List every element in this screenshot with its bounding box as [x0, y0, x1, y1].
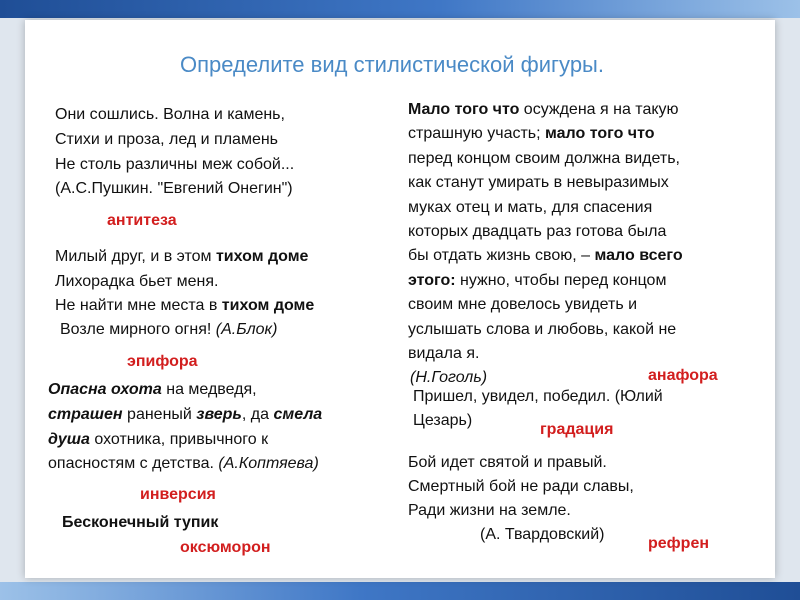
gogol-line-1: Мало того что осуждена я на такую: [408, 101, 679, 118]
answer-antiteza: антитеза: [107, 212, 177, 229]
gogol-line-4: как станут умирать в невыразимых: [408, 174, 669, 191]
caesar-line-2: Цезарь): [413, 412, 473, 429]
answer-epifora: эпифора: [127, 353, 198, 370]
answer-gradatsiya: градация: [540, 421, 614, 438]
gogol-author: (Н.Гоголь): [410, 369, 488, 386]
pushkin-line-4: (А.С.Пушкин. "Евгений Онегин"): [55, 180, 293, 197]
top-decor-stripe: [0, 0, 800, 18]
blok-line-4: Возле мирного огня! (А.Блок): [60, 321, 278, 338]
answer-refren: рефрен: [648, 535, 710, 552]
pushkin-line-1: Они сошлись. Волна и камень,: [55, 106, 285, 123]
gogol-line-7: бы отдать жизнь свою, – мало всего: [408, 247, 683, 264]
bottom-decor-stripe: [0, 582, 800, 600]
caesar-line-1: Пришел, увидел, победил. (Юлий: [413, 388, 663, 405]
blok-line-3: Не найти мне места в тихом доме: [55, 297, 315, 314]
gogol-line-3: перед концом своим должна видеть,: [408, 150, 680, 167]
koptyaeva-line-3: душа охотника, привычного к: [48, 431, 269, 448]
slide-title: Определите вид стилистической фигуры.: [180, 52, 604, 77]
answer-oksyumoron: оксюморон: [180, 539, 271, 556]
blok-line-1: Милый друг, и в этом тихом доме: [55, 248, 309, 265]
koptyaeva-line-4: опасностям с детства. (А.Коптяева): [48, 455, 319, 472]
answer-inversiya: инверсия: [140, 486, 216, 503]
koptyaeva-line-2: страшен раненый зверь, да смела: [48, 406, 323, 423]
answer-anafora: анафора: [648, 367, 718, 384]
gogol-line-10: услышать слова и любовь, какой не: [408, 321, 677, 338]
blok-line-2: Лихорадка бьет меня.: [55, 273, 219, 290]
tvardovsky-line-2: Смертный бой не ради славы,: [408, 478, 634, 495]
gogol-line-6: которых двадцать раз готова была: [408, 223, 667, 240]
pushkin-line-2: Стихи и проза, лед и пламень: [55, 131, 279, 148]
tupik-phrase: Бесконечный тупик: [62, 514, 219, 531]
gogol-line-8: этого: нужно, чтобы перед концом: [408, 272, 667, 289]
pushkin-line-3: Не столь различны меж собой...: [55, 156, 295, 173]
tvardovsky-author: (А. Твардовский): [480, 526, 605, 543]
gogol-line-11: видала я.: [408, 345, 480, 362]
gogol-line-9: своим мне довелось увидеть и: [408, 296, 638, 313]
koptyaeva-line-1: Опасна охота на медведя,: [48, 381, 257, 398]
tvardovsky-line-3: Ради жизни на земле.: [408, 502, 571, 519]
gogol-line-5: муках отец и мать, для спасения: [408, 199, 653, 216]
gogol-line-2: страшную участь; мало того что: [408, 125, 655, 142]
tvardovsky-line-1: Бой идет святой и правый.: [408, 454, 607, 471]
